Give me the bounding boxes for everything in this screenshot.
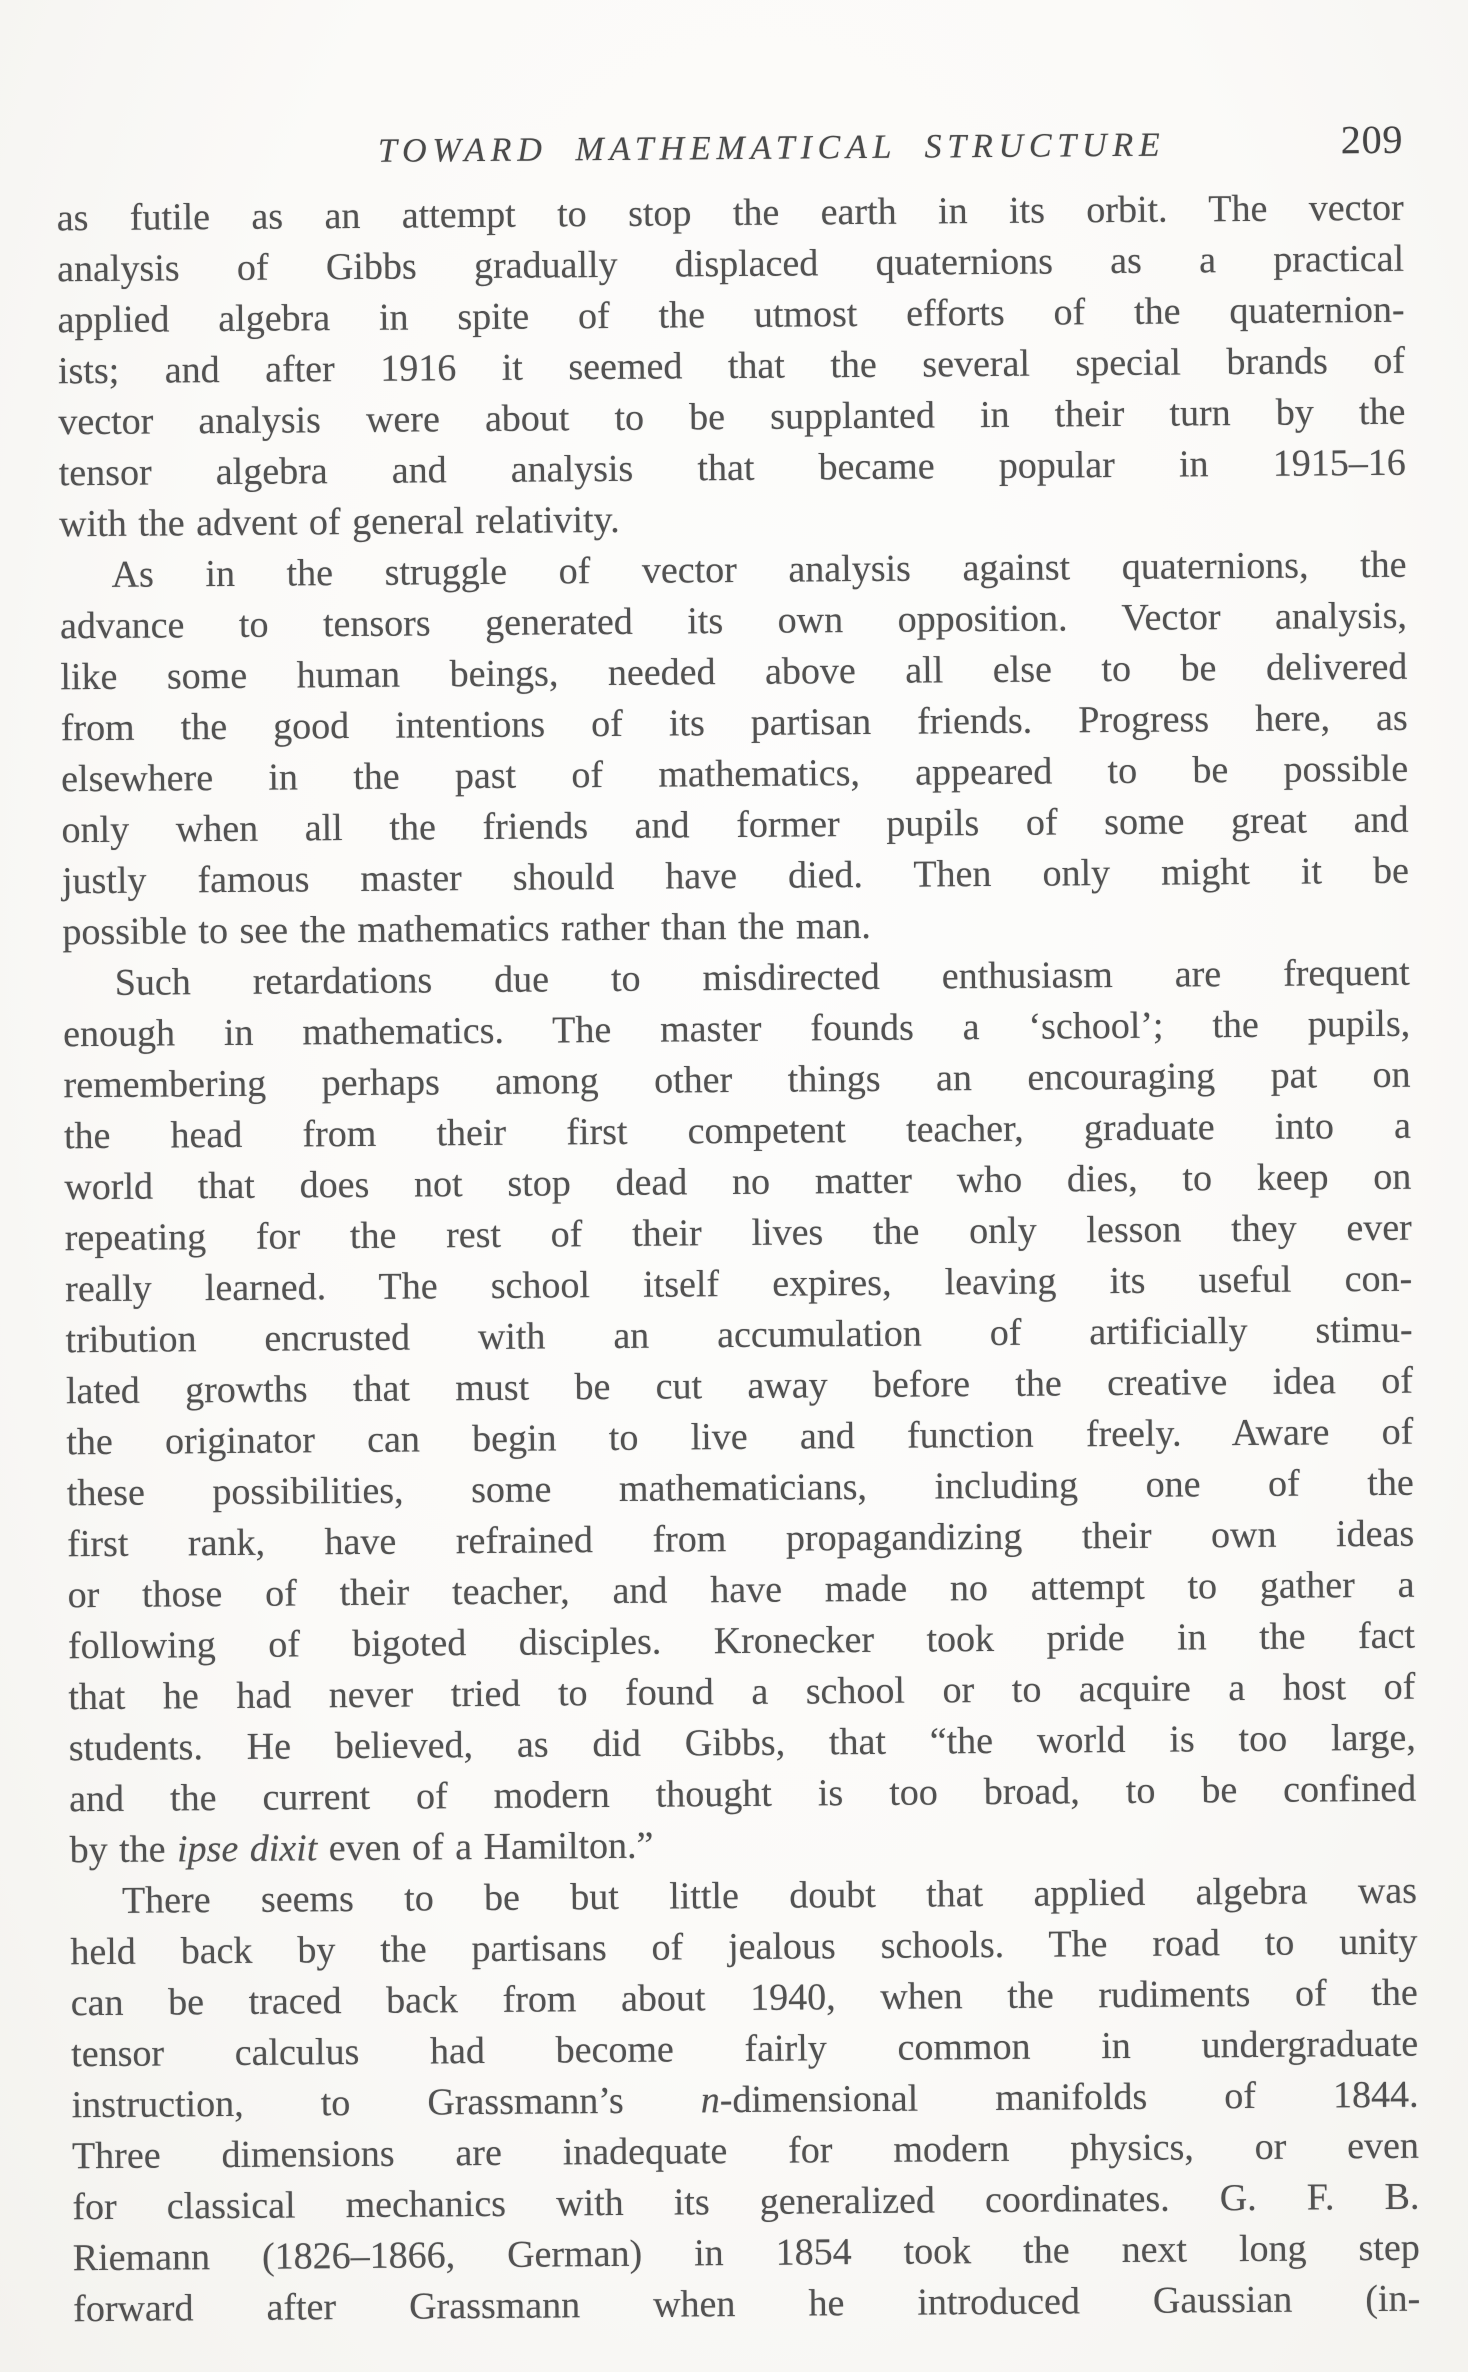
text-line: lated growths that must be cut away before the creative idea of bbox=[65, 1359, 1414, 1413]
text-line: instruction, to Grassmann’s n-dimensional manifolds of 1844. bbox=[71, 2073, 1419, 2127]
text-line: repeating for the rest of their lives the only lesson they ever bbox=[64, 1206, 1412, 1260]
text-line: elsewhere in the past of mathematics, appeared to be possible bbox=[61, 747, 1409, 801]
text-line: vector analysis were about to be supplanted in their turn by the bbox=[58, 390, 1406, 444]
italic-phrase: ipse dixit bbox=[176, 1827, 318, 1871]
text-line: as futile as an attempt to stop the earth in its orbit. The vector bbox=[56, 186, 1404, 240]
text-line: by the ipse dixit even of a Hamilton.” bbox=[69, 1824, 654, 1872]
text-line: As in the struggle of vector analysis against quaternions, the bbox=[111, 543, 1407, 596]
page-header bbox=[56, 116, 1404, 178]
text-line: first rank, have refrained from propagandizing their own ideas bbox=[67, 1512, 1415, 1566]
text-line: justly famous master should have died. Then only might it be bbox=[61, 849, 1410, 903]
text-line: tribution encrusted with an accumulation of artificially stimu- bbox=[65, 1308, 1413, 1362]
text-line: or those of their teacher, and have made no attempt to gather a bbox=[67, 1563, 1415, 1617]
paragraph bbox=[59, 540, 1409, 959]
text-line: remembering perhaps among other things an encouraging pat on bbox=[63, 1053, 1411, 1107]
text-line: these possibilities, some mathematicians, including one of the bbox=[66, 1461, 1414, 1515]
text-line: for classical mechanics with its generalized coordinates. G. F. B. bbox=[72, 2175, 1420, 2229]
text-line: ists; and after 1916 it seemed that the several special brands of bbox=[57, 339, 1406, 393]
page-number: 209 bbox=[1340, 116, 1404, 163]
paragraph bbox=[70, 1866, 1421, 2336]
text-line: Riemann (1826–1866, German) in 1854 took the next long step bbox=[72, 2226, 1420, 2280]
page-body bbox=[57, 183, 1421, 2336]
scan-content bbox=[56, 116, 1421, 2336]
text-line: possible to see the mathematics rather than the man. bbox=[62, 904, 872, 954]
text-line: really learned. The school itself expires, leaving its useful con- bbox=[65, 1257, 1413, 1311]
text-line: analysis of Gibbs gradually displaced quaternions as a practical bbox=[57, 237, 1405, 291]
text-line: the originator can begin to live and function freely. Aware of bbox=[66, 1410, 1414, 1464]
text-line: only when all the friends and former pupils of some great and bbox=[61, 798, 1409, 852]
text-line: following of bigoted disciples. Kronecker took pride in the fact bbox=[67, 1614, 1416, 1668]
text-line: with the advent of general relativity. bbox=[59, 498, 620, 546]
text-line: Three dimensions are inadequate for modern physics, or even bbox=[71, 2124, 1420, 2178]
text-line: advance to tensors generated its own opposition. Vector analysis, bbox=[59, 594, 1408, 648]
text-line: world that does not stop dead no matter who dies, to keep on bbox=[64, 1155, 1412, 1209]
text-line: from the good intentions of its partisan friends. Progress here, as bbox=[60, 696, 1408, 750]
paragraph bbox=[63, 948, 1417, 1877]
italic-phrase: n bbox=[700, 2079, 720, 2122]
text-line: forward after Grassmann when he introduced Gaussian (in- bbox=[73, 2277, 1421, 2331]
text-line: Such retardations due to misdirected enthusiasm are frequent bbox=[114, 951, 1410, 1004]
text-line: the head from their first competent teacher, graduate into a bbox=[63, 1104, 1412, 1158]
running-title: TOWARD MATHEMATICAL STRUCTURE bbox=[377, 126, 1166, 170]
paragraph bbox=[57, 183, 1407, 551]
text-line: students. He believed, as did Gibbs, that “the world is too large, bbox=[68, 1716, 1416, 1770]
text-line: There seems to be but little doubt that applied algebra was bbox=[121, 1869, 1418, 1922]
text-line: like some human beings, needed above all else to be delivered bbox=[60, 645, 1408, 699]
text-line: tensor calculus had become fairly common in undergraduate bbox=[71, 2022, 1419, 2076]
text-line: held back by the partisans of jealous schools. The road to unity bbox=[70, 1920, 1418, 1974]
text-line: applied algebra in spite of the utmost efforts of the quaternion- bbox=[57, 288, 1405, 342]
text-line: that he had never tried to found a school or to acquire a host of bbox=[68, 1665, 1416, 1719]
text-line: and the current of modern thought is too broad, to be confined bbox=[69, 1767, 1417, 1821]
text-line: tensor algebra and analysis that became popular in 1915–16 bbox=[58, 441, 1406, 495]
text-line: enough in mathematics. The master founds a ‘school’; the pupils, bbox=[63, 1002, 1411, 1056]
text-line: can be traced back from about 1940, when the rudiments of the bbox=[70, 1971, 1418, 2025]
